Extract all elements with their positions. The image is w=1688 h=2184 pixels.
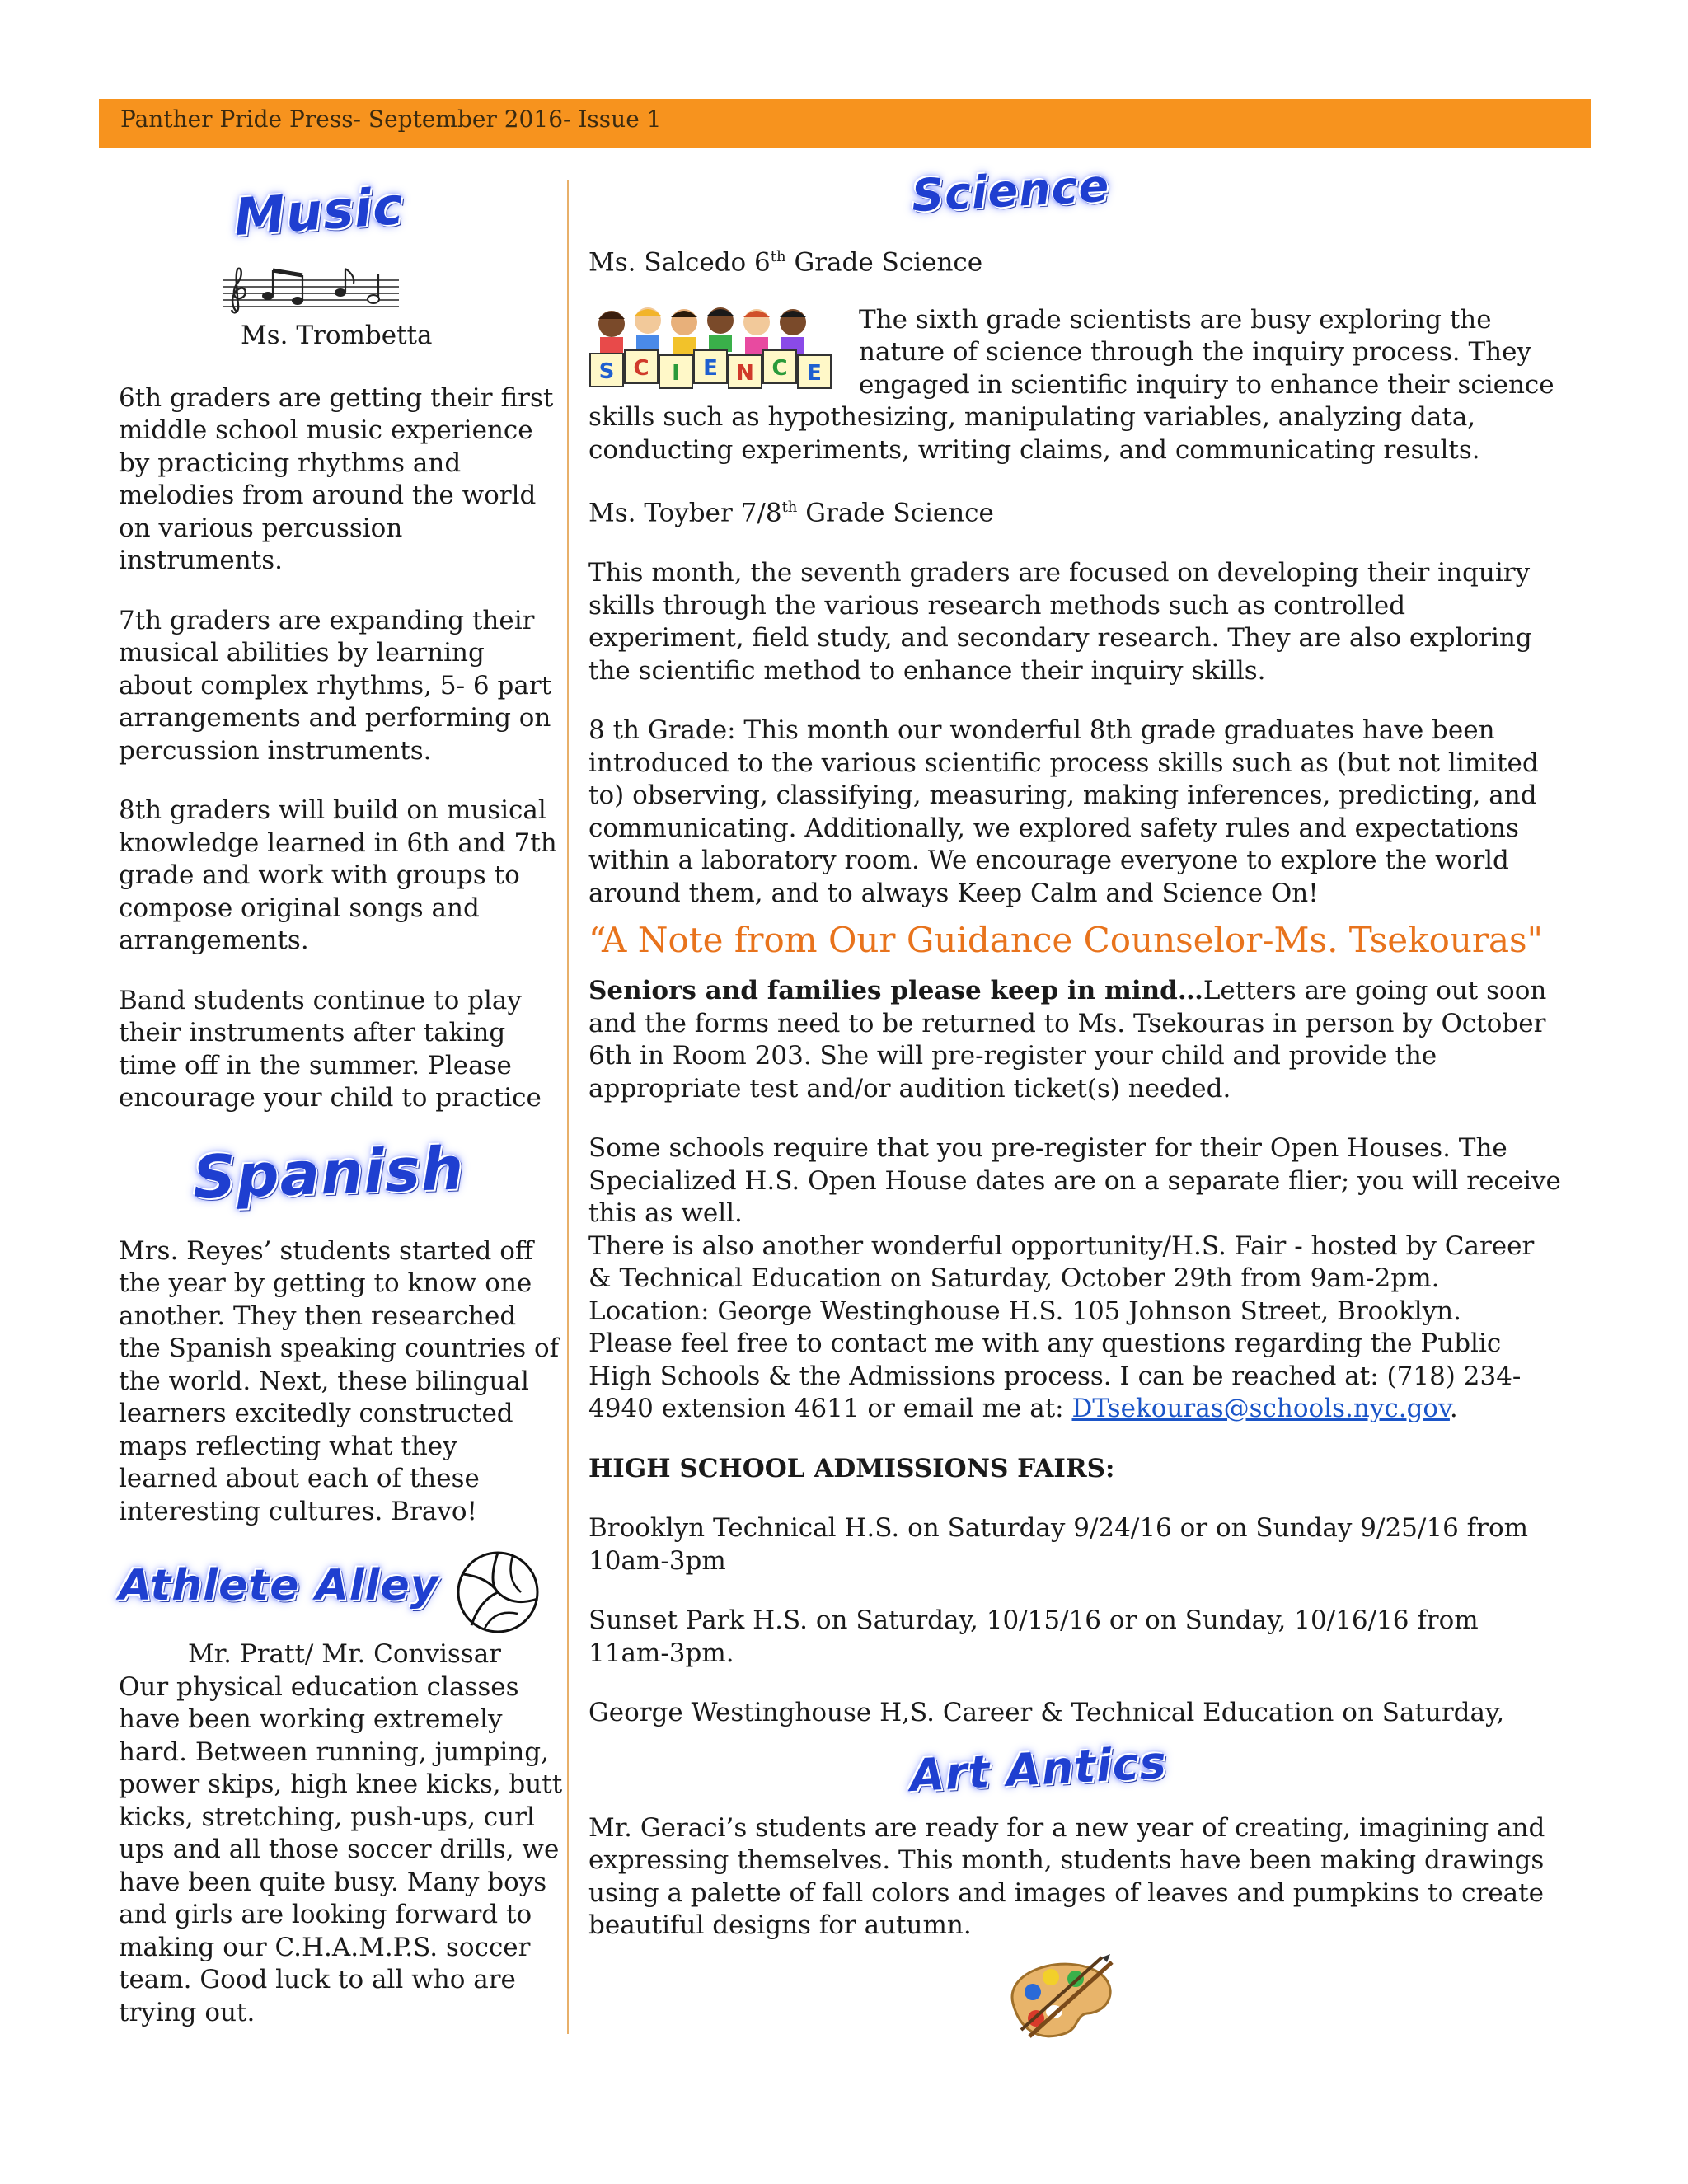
music-paragraph-band: Band students continue to play their instruments after taking time off in the summer. Please encourage your child to practice: [119, 985, 542, 1113]
art-heading: Art Antics: [908, 1736, 1169, 1802]
music-paragraph-6th: 6th graders are getting their first middle school music experience by practicing rhythms and melodies from around the world on various percussion instruments.: [119, 382, 554, 575]
column-divider: [567, 180, 569, 2034]
guidance-contact: [588, 1328, 1561, 1426]
toyber-sup: th: [781, 499, 798, 517]
music-teacher: Ms. Trombetta: [241, 321, 433, 350]
guidance-para1-rest: Letters are going out soon and the forms need to be returned to Ms. Tsekouras in person by October 6th in Room 203. She will pre-register your child and provide the appropriate test and/or audition ticket(s) needed.: [588, 976, 1547, 1104]
athlete-heading: Athlete Alley: [119, 1561, 439, 1610]
art-palette-icon: [588, 1954, 1561, 2048]
music-heading-wrap: [119, 175, 564, 264]
music-paragraph-8th: 8th graders will build on musical knowledge learned in 6th and 7th grade and work with groups to compose original songs and arrangements.: [119, 795, 557, 955]
guidance-email-link[interactable]: DTsekouras@schools.nyc.gov: [1071, 1394, 1450, 1424]
guidance-email-end: .: [1449, 1394, 1458, 1424]
sixth-grade-block: [588, 304, 1561, 467]
toyber-rest: Grade Science: [797, 498, 994, 528]
clipart-letter: S: [598, 359, 615, 384]
clipart-letter: C: [771, 355, 788, 381]
clipart-letter: C: [633, 355, 649, 381]
clipart-letter: N: [736, 360, 754, 386]
guidance-line-openhouse: Some schools require that you pre-register for their Open Houses. The Specialized H.S. Open House dates are on a separate flier; you will receive this as well.: [588, 1133, 1561, 1229]
salcedo-rest: Grade Science: [785, 247, 983, 278]
newsletter-header-bar: [99, 99, 1591, 148]
spanish-paragraph: Mrs. Reyes’ students started off the year by getting to know one another. They then researched the Spanish speaking countries of the world. Next, these bilingual learners excitedly constructed maps reflecting what they learned about each of these interesting cultures. Bravo!: [119, 1235, 560, 1526]
art-paragraph: Mr. Geraci’s students are ready for a new year of creating, imagining and expressing themselves. This month, students have been making drawings using a palette of fall colors and images of leaves and pumpkins to create beautiful designs for autumn.: [588, 1812, 1545, 1941]
salcedo-name: Ms. Salcedo 6: [588, 247, 771, 278]
athlete-teachers: Mr. Pratt/ Mr. Convissar: [188, 1639, 501, 1669]
guidance-heading: “A Note from Our Guidance Counselor-Ms. Tsekouras": [588, 920, 1543, 961]
spanish-heading: Spanish: [191, 1132, 466, 1212]
salcedo-sup: th: [770, 248, 786, 265]
spanish-heading-wrap: [119, 1132, 564, 1235]
fair-item-brooklyn-tech: Brooklyn Technical H.S. on Saturday 9/24/16 or on Sunday 9/25/16 from 10am-3pm: [588, 1513, 1529, 1576]
music-heading: Music: [232, 175, 406, 248]
guidance-paragraph-2: [588, 1132, 1561, 1426]
science-eighth-paragraph: 8 th Grade: This month our wonderful 8th grade graduates have been introduced to the various scientific process skills such as (but not limited to) observing, classifying, measuring, making inferences, predicting, and communicating. Additionally, we explored safety rules and expectations within a laboratory room. We encourage everyone to explore the world around them, and to always Keep Calm and Science On!: [588, 715, 1539, 908]
art-heading-wrap: [588, 1736, 1561, 1812]
clipart-letter: E: [807, 360, 822, 386]
toyber-name: Ms. Toyber 7/8: [588, 498, 782, 528]
fair-item-sunset-park: Sunset Park H.S. on Saturday, 10/15/16 or on Sunday, 10/16/16 from 11am-3pm.: [588, 1605, 1479, 1668]
science-sixth-paragraph: The sixth grade scientists are busy exploring the nature of science through the inquiry process. They engaged in scientific inquiry to enhance their science skills such as hypothesizing, manipulating variables, analyzing data, conducting experiments, writing claims, and communicating results.: [588, 304, 1554, 465]
fairs-heading: HIGH SCHOOL ADMISSIONS FAIRS:: [588, 1453, 1115, 1483]
left-column: [119, 175, 564, 2029]
guidance-line-fair: There is also another wonderful opportunity/H.S. Fair - hosted by Career & Technical Education on Saturday, October 29th from 9am-2pm.: [588, 1230, 1535, 1294]
guidance-contact-text: Please feel free to contact me with any questions regarding the Public High Schools & the Admissions process. I can be reached at: (718) 234-4940 extension 4611 or email me at:: [588, 1329, 1522, 1424]
clipart-letter: E: [703, 355, 718, 381]
science-heading-wrap: [588, 159, 1561, 241]
fair-item-westinghouse: George Westinghouse H,S. Career & Technical Education on Saturday,: [588, 1698, 1505, 1728]
clipart-letter: I: [672, 360, 680, 386]
volleyball-icon: [455, 1549, 541, 1635]
music-paragraph-7th: 7th graders are expanding their musical abilities by learning about complex rhythms, 5- 6 part arrangements and performing on percussion instruments.: [119, 605, 552, 766]
athlete-paragraph: Our physical education classes have been working extremely hard. Between running, jumping, power skips, high knee kicks, butt kicks, stretching, push-ups, curl ups and all those soccer drills, we have been quite busy. Many boys and girls are looking forward to making our C.H.A.M.P.S. soccer team. Good luck to all who are trying out.: [119, 1671, 563, 2027]
guidance-bold-lead: Seniors and families please keep in mind…: [588, 976, 1203, 1006]
music-notes-icon: [119, 264, 564, 320]
newsletter-title: Panther Pride Press- September 2016- Issue 1: [120, 105, 662, 133]
guidance-line-location: Location: George Westinghouse H.S. 105 Johnson Street, Brooklyn.: [588, 1296, 1461, 1326]
science-heading: Science: [910, 159, 1111, 223]
guidance-paragraph-1: [588, 975, 1561, 1105]
toyber-title: [588, 491, 1561, 530]
science-seventh-paragraph: This month, the seventh graders are focused on developing their inquiry skills through the various research methods such as controlled experiment, field study, and secondary research. They are also exploring the scientific method to enhance their inquiry skills.: [588, 558, 1532, 686]
salcedo-title: [588, 241, 1561, 279]
athlete-heading-wrap: [119, 1549, 564, 1632]
science-kids-clipart-icon: [588, 304, 844, 391]
right-column: [588, 159, 1561, 2048]
